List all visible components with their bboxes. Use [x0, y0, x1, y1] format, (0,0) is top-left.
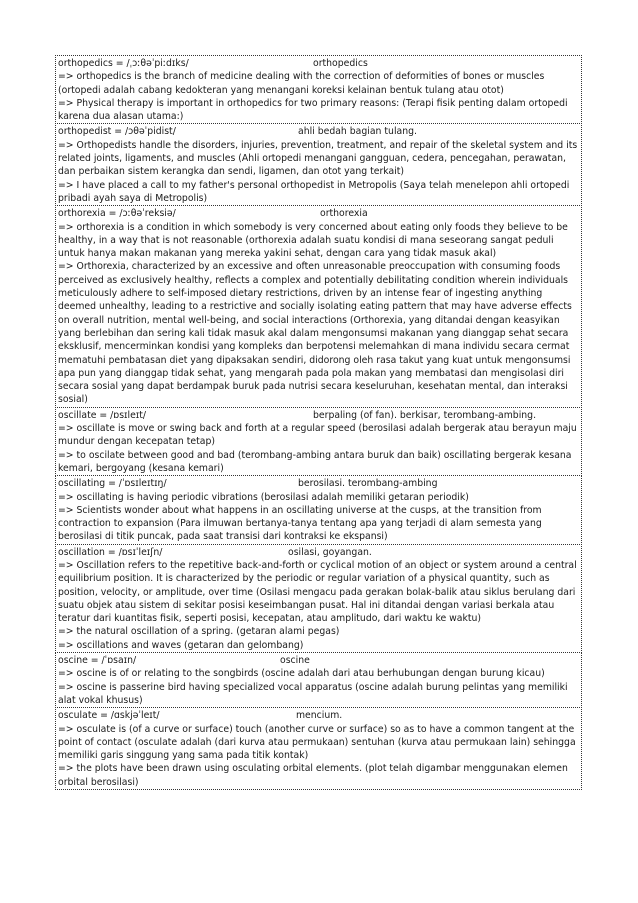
dictionary-entry — [55, 475, 582, 544]
example-sentence: => oscillations and waves (getaran dan gelombang) — [58, 639, 304, 651]
meaning-translation: orthopedics — [313, 58, 368, 69]
entry-header — [58, 207, 579, 220]
example-sentence: => orthopedics is the branch of medicine dealing with the correction of deformities of bones or muscles (ortopedi adalah cabang kedokteran yang menangani koreksi kelainan bentuk tulang atau otot) — [58, 71, 545, 96]
example-sentence: => I have placed a call to my father's personal orthopedist in Metropolis (Saya telah menelepon ahli ortopedi pribadi ayah saya di Metropolis) — [58, 179, 570, 204]
entry-header — [58, 57, 579, 70]
example-sentence: => to oscilate between good and bad (terombang-ambing antara buruk dan baik) oscillating bergerak kesana kemari, bergoyang (kesana kemari) — [58, 449, 572, 474]
example-sentence: => oscine is of or relating to the songbirds (oscine adalah dari atau berhubungan dengan burung kicau) — [58, 668, 545, 680]
headword: orthorexia = /ɔːθəˈreksiə/ — [58, 208, 176, 220]
entry-header — [58, 654, 579, 667]
dictionary-entry — [55, 652, 582, 708]
headword: orthopedics = /ˌɔːθəˈpiːdɪks/ — [58, 58, 189, 69]
meaning-translation: ahli bedah bagian tulang. — [298, 126, 417, 138]
example-sentence: => the plots have been drawn using osculating orbital elements. (plot telah digambar menggunakan elemen orbital berosilasi) — [58, 763, 568, 788]
entry-header — [58, 709, 579, 722]
example-sentence: => orthorexia is a condition in which somebody is very concerned about eating only foods they believe to be healthy, in a way that is not reasonable (orthorexia adalah suatu kondisi di mana seseorang sangat peduli untuk hanya makan makanan yang mereka yakini sehat, dengan cara yang tidak masuk akal) — [58, 221, 568, 260]
example-sentence: => Scientists wonder about what happens in an oscillating universe at the cusps, at the transition from contraction to expansion (Para ilmuwan bertanya-tanya tentang apa yang terjadi di alam semesta yang berosilasi di titik puncak, pada saat transisi dari kontraksi ke ekspansi) — [58, 504, 542, 543]
entry-header — [58, 546, 579, 559]
dictionary-entry — [55, 407, 582, 476]
headword: oscillate = /ɒsɪleɪt/ — [58, 409, 147, 421]
dictionary-entry — [55, 123, 582, 206]
example-sentence: => the natural oscillation of a spring. (getaran alami pegas) — [58, 626, 340, 638]
meaning-translation: osilasi, goyangan. — [288, 546, 372, 558]
headword: oscillation = /ɒsɪˈleɪʃn/ — [58, 546, 163, 558]
dictionary-entry — [55, 55, 582, 124]
example-sentence: => oscine is passerine bird having specialized vocal apparatus (oscine adalah burung pelintas yang memiliki alat vokal khusus) — [58, 681, 568, 706]
headword: orthopedist = /ɔθəˈpidist/ — [58, 126, 176, 138]
example-sentence: => Orthorexia, characterized by an excessive and often unreasonable preoccupation with consuming foods perceived as exclusively healthy, reflects a complex and potentially debilitating condition wherein individuals meticulously adhere to self-imposed dietary restrictions, driven by an intense fear of ingesting anything deemed unhealthy, leading to a restrictive and socially isolating eating pattern that may have adverse effects on overall nutrition, mental well-being, and social interactions (Orthorexia, yang ditandai dengan keasyikan yang berlebihan dan sering kali tidak masuk akal dalam mengonsumsi makanan yang dianggap sehat secara eksklusif, mencerminkan kondisi yang kompleks dan berpotensi melemahkan di mana individu secara cermat mematuhi pembatasan diet yang dipaksakan sendiri, didorong oleh rasa takut yang kuat untuk mengonsumsi apa pun yang dianggap tidak sehat, yang mengarah pada pola makan yang membatasi dan mengisolasi diri secara sosial yang dapat berdampak buruk pada nutrisi secara keseluruhan, kesehatan mental, dan interaksi sosial) — [58, 261, 572, 406]
dictionary-entry — [55, 544, 582, 653]
dictionary-entry — [55, 707, 582, 790]
example-sentence: => oscillating is having periodic vibrations (berosilasi adalah memiliki getaran periodik) — [58, 491, 469, 503]
example-sentence: => oscillate is move or swing back and forth at a regular speed (berosilasi adalah bergerak atau berayun maju mundur dengan kecepatan tetap) — [58, 423, 577, 448]
entry-header — [58, 477, 579, 490]
meaning-translation: berosilasi. terombang-ambing — [298, 478, 438, 490]
entry-header — [58, 409, 579, 422]
dictionary-document — [55, 56, 582, 790]
meaning-translation: orthorexia — [320, 208, 368, 220]
example-sentence: => Orthopedists handle the disorders, injuries, prevention, treatment, and repair of the skeletal system and its related joints, ligaments, and muscles (Ahli ortopedi menangani gangguan, cedera, pencegahan, perawatan, dan perbaikan sistem kerangka dan sendi, ligamen, dan otot yang terkait) — [58, 139, 578, 178]
meaning-translation: oscine — [280, 655, 310, 667]
meaning-translation: mencium. — [296, 710, 343, 722]
dictionary-entry — [55, 205, 582, 407]
headword: oscillating = /ˈɒsɪleɪtɪŋ/ — [58, 478, 167, 490]
example-sentence: => Physical therapy is important in orthopedics for two primary reasons: (Terapi fisik penting dalam ortopedi karena dua alasan utama:) — [58, 97, 568, 123]
headword: osculate = /ɑskjəˈleɪt/ — [58, 710, 160, 722]
headword: oscine = /ˈɒsaɪn/ — [58, 655, 137, 667]
entry-header — [58, 125, 579, 138]
meaning-translation: berpaling (of fan). berkisar, terombang-ambing. — [313, 409, 537, 421]
example-sentence: => osculate is (of a curve or surface) touch (another curve or surface) so as to have a common tangent at the point of contact (osculate adalah (dari kurva atau permukaan) sentuhan (kurva atau permukaan lain) sehingga memiliki garis singgung yang sama pada titik kontak) — [58, 723, 576, 762]
example-sentence: => Oscillation refers to the repetitive back-and-forth or cyclical motion of an object or system around a central equilibrium position. It is characterized by the periodic or regular variation of a physical quantity, such as position, velocity, or amplitude, over time (Osilasi mengacu pada gerakan bolak-balik atau siklus berulang dari suatu objek atau sistem di sekitar posisi keseimbangan pusat. Hal ini ditandai dengan variasi berkala atau teratur dari kuantitas fisik, seperti posisi, kecepatan, atau amplitudo, dari waktu ke waktu) — [58, 559, 577, 625]
